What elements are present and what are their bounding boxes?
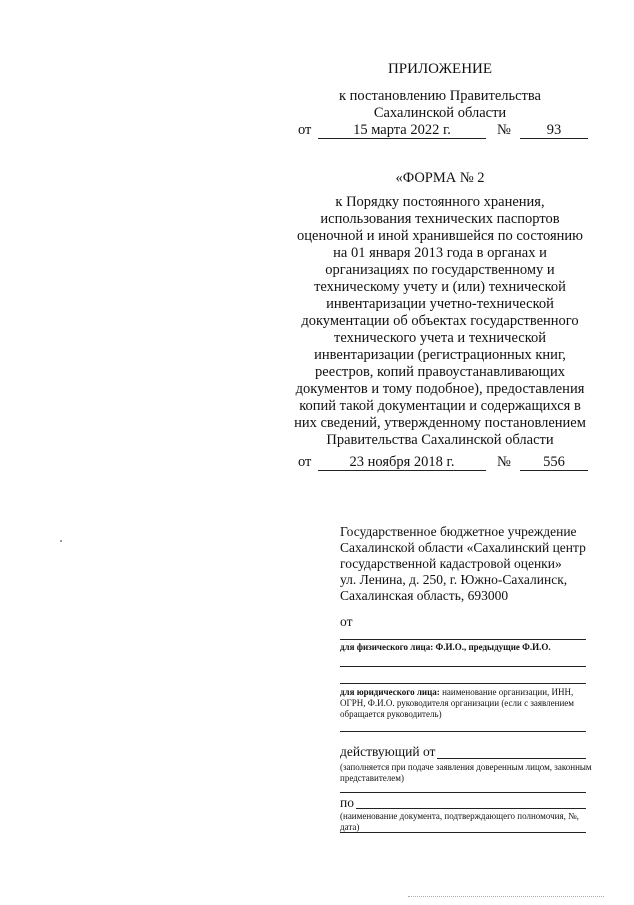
form-num-label: № — [497, 454, 511, 470]
acting-hint-line2: представителем) — [340, 773, 404, 783]
legal-hint-bold: для юридического лица: — [340, 687, 440, 697]
form-ot-label: от — [298, 454, 312, 470]
name-line-3[interactable] — [340, 683, 586, 684]
addressee-block — [340, 524, 610, 604]
form-line: использования технических паспортов — [320, 211, 560, 227]
po-label: по — [340, 795, 354, 810]
legal-hint-line3: обращается руководитель) — [340, 709, 442, 719]
header-ot-label: от — [298, 122, 312, 138]
appendix-line1: к постановлению Правительства — [339, 88, 541, 104]
form-date: 23 ноября 2018 г. — [349, 454, 455, 470]
addressee-line: государственной кадастровой оценки» — [340, 556, 562, 571]
form-number: 556 — [543, 454, 565, 470]
po-hint: (наименование документа, подтверждающего полномочия, №, дата) — [340, 811, 579, 832]
header-date: 15 марта 2022 г. — [353, 122, 451, 138]
form-title: «ФОРМА № 2 — [395, 170, 485, 186]
addressee-line: Государственное бюджетное учреждение — [340, 524, 577, 539]
po-line[interactable] — [356, 808, 586, 809]
acting-line-2[interactable] — [340, 792, 586, 793]
acting-hint — [340, 762, 592, 784]
legal-hint-line2: ОГРН, Ф.И.О. руководителя организации (если с заявлением — [340, 698, 574, 708]
form-line: к Порядку постоянного хранения, — [335, 194, 545, 210]
po-line-2[interactable] — [340, 832, 586, 833]
header-number: 93 — [546, 122, 562, 138]
header-num-label: № — [497, 122, 511, 138]
form-line: техническому учету и (или) технической — [314, 279, 566, 295]
form-line: инвентаризации учетно-технической — [326, 296, 554, 312]
form-date-underline — [318, 470, 486, 471]
acting-hint-line1: (заполняется при подаче заявления доверенным лицом, законным — [340, 762, 592, 772]
header-date-underline — [318, 138, 486, 139]
form-line: технического учета и технической — [333, 330, 547, 346]
form-line: на 01 января 2013 года в органах и — [333, 245, 547, 261]
form-line: документов и тому подобное), предоставления — [295, 381, 585, 397]
form-line: инвентаризации (регистрационных книг, — [314, 347, 566, 363]
name-line-2[interactable] — [340, 666, 586, 667]
form-line: организациях по государственному и — [325, 262, 555, 278]
form-line: оценочной и иной хранившейся по состоянию — [297, 228, 583, 244]
addressee-line: Сахалинская область, 693000 — [340, 588, 509, 603]
form-line: них сведений, утвержденному постановлением — [294, 415, 586, 431]
form-line: Правительства Сахалинской области — [326, 432, 554, 448]
name-line-1[interactable] — [340, 639, 586, 640]
scan-dot — [60, 540, 62, 542]
legal-line-1[interactable] — [340, 731, 586, 732]
legal-hint-rest: наименование организации, ИНН, — [439, 687, 574, 697]
appendix-title: ПРИЛОЖЕНИЕ — [387, 61, 493, 77]
form-number-underline — [520, 470, 588, 471]
physical-person-hint: для физического лица: Ф.И.О., предыдущие Ф.И.О. — [340, 642, 551, 652]
legal-entity-hint — [340, 687, 600, 720]
form-line: документации об объектах государственного — [301, 313, 579, 329]
acting-label: действующий от — [340, 744, 436, 759]
header-number-underline — [520, 138, 588, 139]
addressee-line: ул. Ленина, д. 250, г. Южно-Сахалинск, — [340, 572, 568, 587]
form-description — [280, 194, 600, 449]
from-label: от — [340, 614, 353, 629]
form-line: реестров, копий правоустанавливающих — [315, 364, 565, 380]
scan-artifact — [408, 896, 604, 897]
addressee-line: Сахалинской области «Сахалинский центр — [340, 540, 586, 555]
form-line: копий такой документации и содержащихся в — [299, 398, 581, 414]
appendix-line2: Сахалинской области — [373, 105, 507, 121]
acting-line[interactable] — [437, 758, 586, 759]
